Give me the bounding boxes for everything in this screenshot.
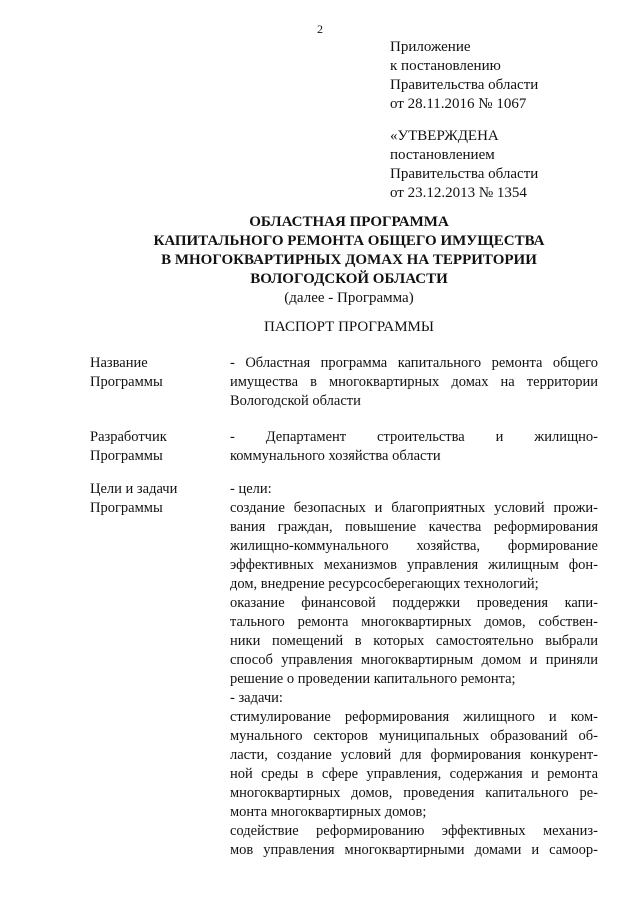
- value-line: жилищно-коммунального хозяйства, формирование: [230, 538, 598, 554]
- passport-row-value-developer: [230, 428, 598, 466]
- value-line: многоквартирных домов, проведения капитального ре-: [230, 785, 598, 801]
- approval-line: от 23.12.2013 № 1354: [390, 185, 527, 201]
- title-line: ВОЛОГОДСКОЙ ОБЛАСТИ: [250, 271, 448, 287]
- value-line: - Департамент строительства и жилищно-: [230, 429, 598, 445]
- value-line: - Областная программа капитального ремонта общего: [230, 355, 598, 371]
- value-line: дом, внедрение ресурсосберегающих технологий;: [230, 576, 539, 592]
- value-line: монта многоквартирных домов;: [230, 804, 427, 820]
- value-line: ники помещений в которых самостоятельно выбрали: [230, 633, 598, 649]
- title-line: В МНОГОКВАРТИРНЫХ ДОМАХ НА ТЕРРИТОРИИ: [161, 252, 537, 268]
- value-line: вания граждан, повышение качества реформирования: [230, 519, 598, 535]
- passport-row-label-goals: [90, 480, 177, 518]
- label-line: Программы: [90, 448, 163, 464]
- value-line: способ управления многоквартирным домом и приняли: [230, 652, 598, 668]
- value-line: оказание финансовой поддержки проведения капи-: [230, 595, 598, 611]
- value-line: Вологодской области: [230, 393, 361, 409]
- label-line: Разработчик: [90, 429, 167, 445]
- title-line: КАПИТАЛЬНОГО РЕМОНТА ОБЩЕГО ИМУЩЕСТВА: [153, 233, 545, 249]
- value-line: мунального секторов муниципальных образований об-: [230, 728, 598, 744]
- passport-row-value-name: [230, 354, 598, 411]
- value-line: ласти, создание условий для формирования конкурент-: [230, 747, 598, 763]
- page-number: 2: [317, 22, 323, 36]
- title-line: ОБЛАСТНАЯ ПРОГРАММА: [249, 214, 449, 230]
- title-subtitle: (далее - Программа): [284, 290, 414, 306]
- label-line: Название: [90, 355, 148, 371]
- value-line: эффективных механизмов управления жилищным фон-: [230, 557, 598, 573]
- value-line: коммунального хозяйства области: [230, 448, 441, 464]
- value-line: содействие реформированию эффективных механиз-: [230, 823, 598, 839]
- value-line: решение о проведении капитального ремонта;: [230, 671, 516, 687]
- value-line: стимулирование реформирования жилищного и ком-: [230, 709, 598, 725]
- approval-line: «УТВЕРЖДЕНА: [390, 128, 499, 144]
- value-line: тального ремонта многоквартирных домов, собствен-: [230, 614, 598, 630]
- annex-line: от 28.11.2016 № 1067: [390, 96, 527, 112]
- label-line: Программы: [90, 374, 163, 390]
- label-line: Цели и задачи: [90, 481, 178, 497]
- approval-line: постановлением: [390, 147, 495, 163]
- passport-row-label-name: [90, 354, 163, 392]
- passport-title: ПАСПОРТ ПРОГРАММЫ: [264, 319, 434, 335]
- value-line: создание безопасных и благоприятных условий прожи-: [230, 500, 598, 516]
- passport-row-label-developer: [90, 428, 167, 466]
- annex-line: Правительства области: [390, 77, 539, 93]
- approval-line: Правительства области: [390, 166, 539, 182]
- value-line: ной среды в сфере управления, содержания и ремонта: [230, 766, 598, 782]
- label-line: Программы: [90, 500, 163, 516]
- annex-line: к постановлению: [390, 58, 501, 74]
- passport-row-value-goals: [230, 480, 598, 860]
- value-line: - задачи:: [230, 690, 283, 706]
- value-line: мов управления многоквартирными домами и самоор-: [230, 842, 598, 858]
- annex-block: [390, 38, 538, 114]
- program-title: [0, 213, 640, 308]
- approval-block: [390, 127, 538, 203]
- value-line: - цели:: [230, 481, 272, 497]
- value-line: имущества в многоквартирных домах на территории: [230, 374, 598, 390]
- annex-line: Приложение: [390, 39, 471, 55]
